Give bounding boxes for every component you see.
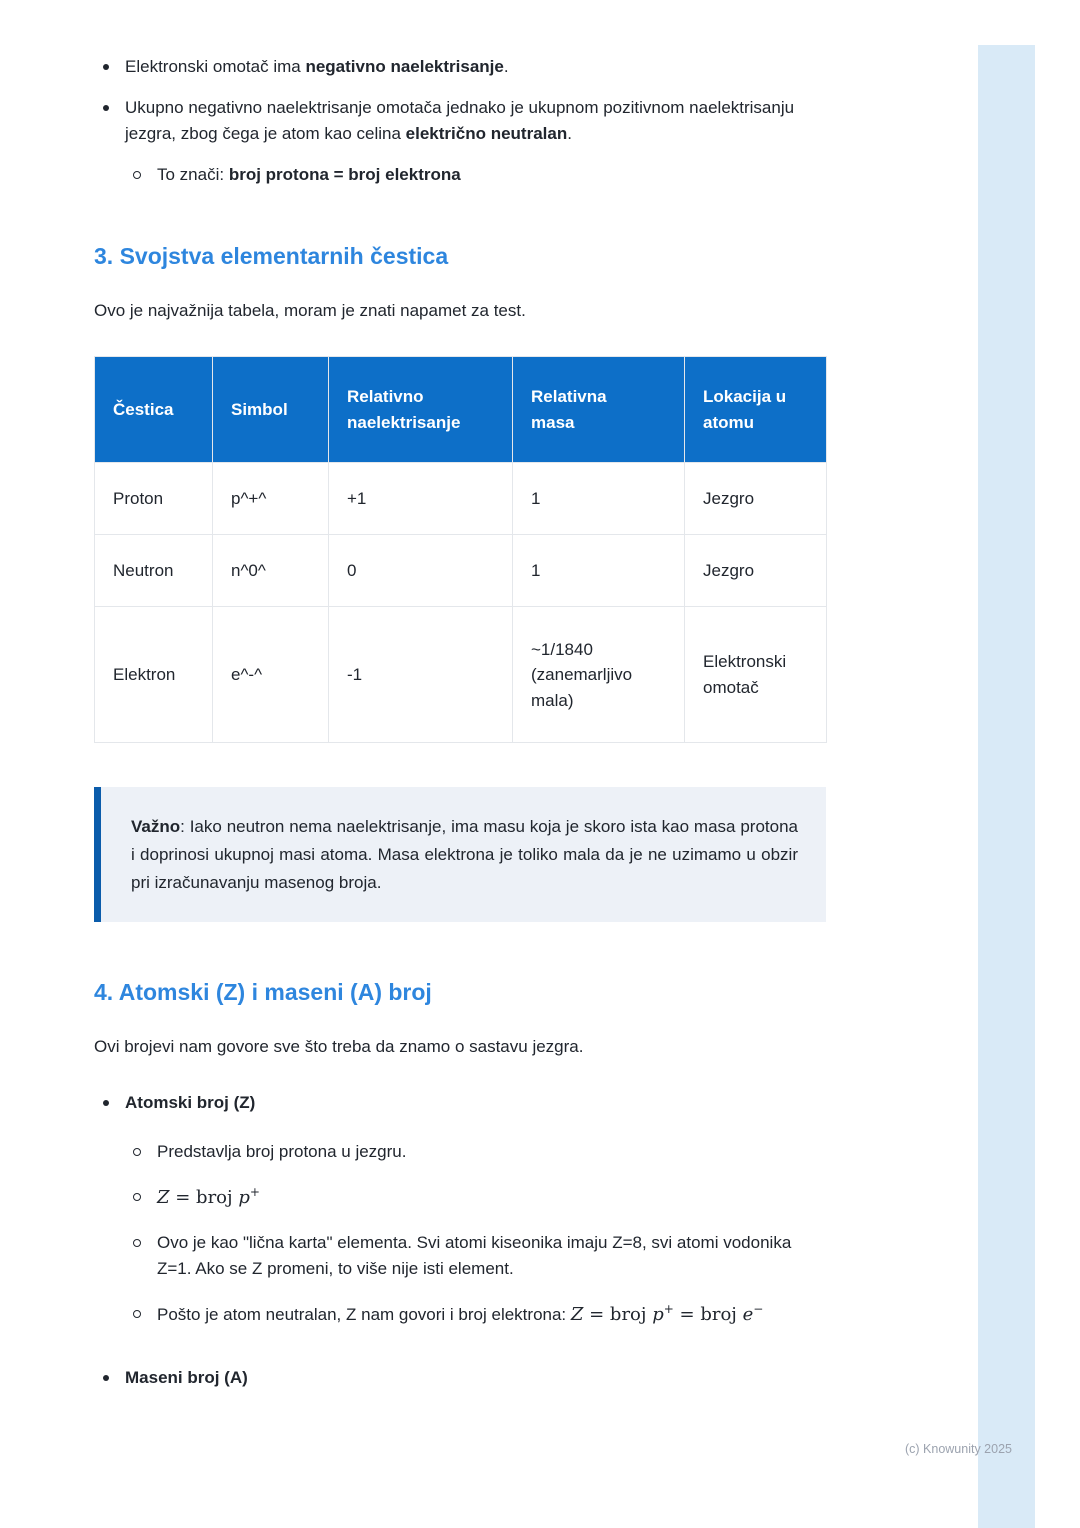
table-header-row xyxy=(95,357,827,463)
table-cell: n^0^ xyxy=(213,535,329,607)
sub-list xyxy=(125,1139,826,1329)
table-cell: Elektronski omotač xyxy=(685,607,827,743)
bullet-dot-icon xyxy=(103,64,109,70)
math-var: p xyxy=(238,1186,250,1208)
sub-list-item-text xyxy=(157,1139,826,1166)
sub-list-item-text xyxy=(157,1230,826,1283)
copyright-watermark: (c) Knowunity 2025 xyxy=(904,1442,1012,1456)
section4-list xyxy=(94,1090,826,1431)
table-cell: ~1/1840 (zanemarljivo mala) xyxy=(513,607,685,743)
text-run: Ukupno negativno naelektrisanje omotača jednako je ukupnom pozitivnom naelektrisanju jezgra, zbog čega je atom kao celina xyxy=(125,97,795,144)
math-superscript: + xyxy=(663,1301,674,1316)
column-header-label: Simbol xyxy=(231,400,288,420)
formula-z xyxy=(157,1184,260,1208)
important-callout xyxy=(94,787,826,922)
table-row-elektron xyxy=(95,607,827,743)
callout-text: : Iako neutron nema naelektrisanje, ima masu koja je skoro ista kao masa protona i doprinosi ukupnoj masi atoma. Masa elektrona je toliko mala da je ne uzimamo u obzir pri izračunavanju masenog broja. xyxy=(131,817,798,892)
section4-intro: Ovi brojevi nam govore sve što treba da znamo o sastavu jezgra. xyxy=(94,1036,584,1056)
sub-list-item xyxy=(125,1301,826,1329)
table-cell: e^-^ xyxy=(213,607,329,743)
text-run: . xyxy=(567,124,572,144)
particles-table xyxy=(94,356,827,743)
bullet-dot-icon xyxy=(103,1100,109,1106)
table-cell: Neutron xyxy=(95,535,213,607)
section-heading-4: 4. Atomski (Z) i maseni (A) broj xyxy=(94,979,432,1006)
column-header-label: Relativno naelektrisanje xyxy=(347,387,461,432)
bullet-circle-icon xyxy=(133,1239,141,1247)
sub-list-item-text xyxy=(157,1301,826,1329)
bullet-circle-icon xyxy=(133,171,141,179)
bullet-icon xyxy=(94,1090,125,1106)
sub-list-item xyxy=(125,1230,826,1283)
text-run-bold: negativno naelektrisanje xyxy=(305,57,504,76)
text-run: Elektronski omotač ima xyxy=(125,57,306,76)
math-var: Z xyxy=(157,1186,170,1208)
list-item-text xyxy=(125,54,826,81)
column-header-cestica xyxy=(95,357,213,463)
math-text: = broj xyxy=(673,1303,743,1325)
column-header-naelektrisanje xyxy=(329,357,513,463)
bullet-icon xyxy=(94,95,125,111)
column-header-masa xyxy=(513,357,685,463)
text-run: Pošto je atom neutralan, Z nam govori i broj elektrona: xyxy=(157,1304,571,1324)
bullet-dot-icon xyxy=(103,1375,109,1381)
text-run: Predstavlja broj protona u jezgru. xyxy=(157,1141,407,1161)
sub-bullet-icon xyxy=(125,1184,157,1201)
table-cell: Elektron xyxy=(95,607,213,743)
sub-bullet-icon xyxy=(125,162,157,179)
list-item-atomski-broj xyxy=(94,1090,826,1328)
table-row-neutron xyxy=(95,535,827,607)
bullet-dot-icon xyxy=(103,105,109,111)
table-cell: 1 xyxy=(513,535,685,607)
math-superscript: + xyxy=(249,1184,260,1199)
math-var: e xyxy=(742,1303,754,1325)
table-cell: Jezgro xyxy=(685,463,827,535)
table-cell: -1 xyxy=(329,607,513,743)
list-item-title: Maseni broj (A) xyxy=(125,1367,248,1387)
table-cell: 0 xyxy=(329,535,513,607)
sub-list xyxy=(125,162,826,189)
formula-z-e xyxy=(570,1301,764,1325)
list-item-maseni-broj xyxy=(94,1365,826,1392)
math-var: Z xyxy=(570,1303,584,1325)
sub-bullet-icon xyxy=(125,1230,157,1247)
sub-list-item xyxy=(125,1184,826,1212)
text-run: . xyxy=(503,57,509,76)
list-item-title: Atomski broj (Z) xyxy=(125,1093,256,1113)
sub-list-item xyxy=(125,1139,826,1166)
math-text: = broj xyxy=(169,1186,239,1208)
list-item xyxy=(94,95,826,189)
bullet-icon xyxy=(94,54,125,70)
table-row-proton xyxy=(95,463,827,535)
sub-list-item-text xyxy=(157,162,826,189)
table-cell: 1 xyxy=(513,463,685,535)
bullet-icon xyxy=(94,1365,125,1381)
table-cell: Proton xyxy=(95,463,213,535)
column-header-simbol xyxy=(213,357,329,463)
text-run: Ovo je kao "lična karta" elementa. Svi atomi kiseonika imaju Z=8, svi atomi vodonika Z=1. Ako se Z promeni, to više nije isti element. xyxy=(157,1232,792,1279)
table-cell: p^+^ xyxy=(213,463,329,535)
list-item xyxy=(94,54,826,81)
table-cell: Jezgro xyxy=(685,535,827,607)
callout-label: Važno xyxy=(131,817,181,837)
column-header-label: Čestica xyxy=(113,400,174,420)
sub-bullet-icon xyxy=(125,1139,157,1156)
list-item-text xyxy=(125,95,826,189)
math-var: p xyxy=(652,1303,664,1325)
column-header-label: Relativna masa xyxy=(531,387,607,432)
column-header-lokacija xyxy=(685,357,827,463)
math-text: = broj xyxy=(583,1303,653,1325)
section-heading-3: 3. Svojstva elementarnih čestica xyxy=(94,243,449,270)
text-run: To znači: xyxy=(157,164,229,184)
text-run-bold: električno neutralan xyxy=(405,124,568,144)
math-superscript: − xyxy=(753,1301,764,1316)
section3-intro: Ovo je najvažnija tabela, moram je znati napamet za test. xyxy=(94,300,526,320)
sub-bullet-icon xyxy=(125,1301,157,1318)
scrollbar-track[interactable] xyxy=(978,45,1035,1528)
text-run-bold: broj protona = broj elektrona xyxy=(228,164,461,184)
bullet-circle-icon xyxy=(133,1148,141,1156)
bullet-circle-icon xyxy=(133,1193,141,1201)
bullet-circle-icon xyxy=(133,1310,141,1318)
list-item-text xyxy=(125,1365,826,1392)
sub-list-item xyxy=(125,162,826,189)
sub-list-item-text xyxy=(157,1184,826,1212)
table-cell: +1 xyxy=(329,463,513,535)
column-header-label: Lokacija u atomu xyxy=(703,387,787,432)
list-item-text xyxy=(125,1090,826,1328)
